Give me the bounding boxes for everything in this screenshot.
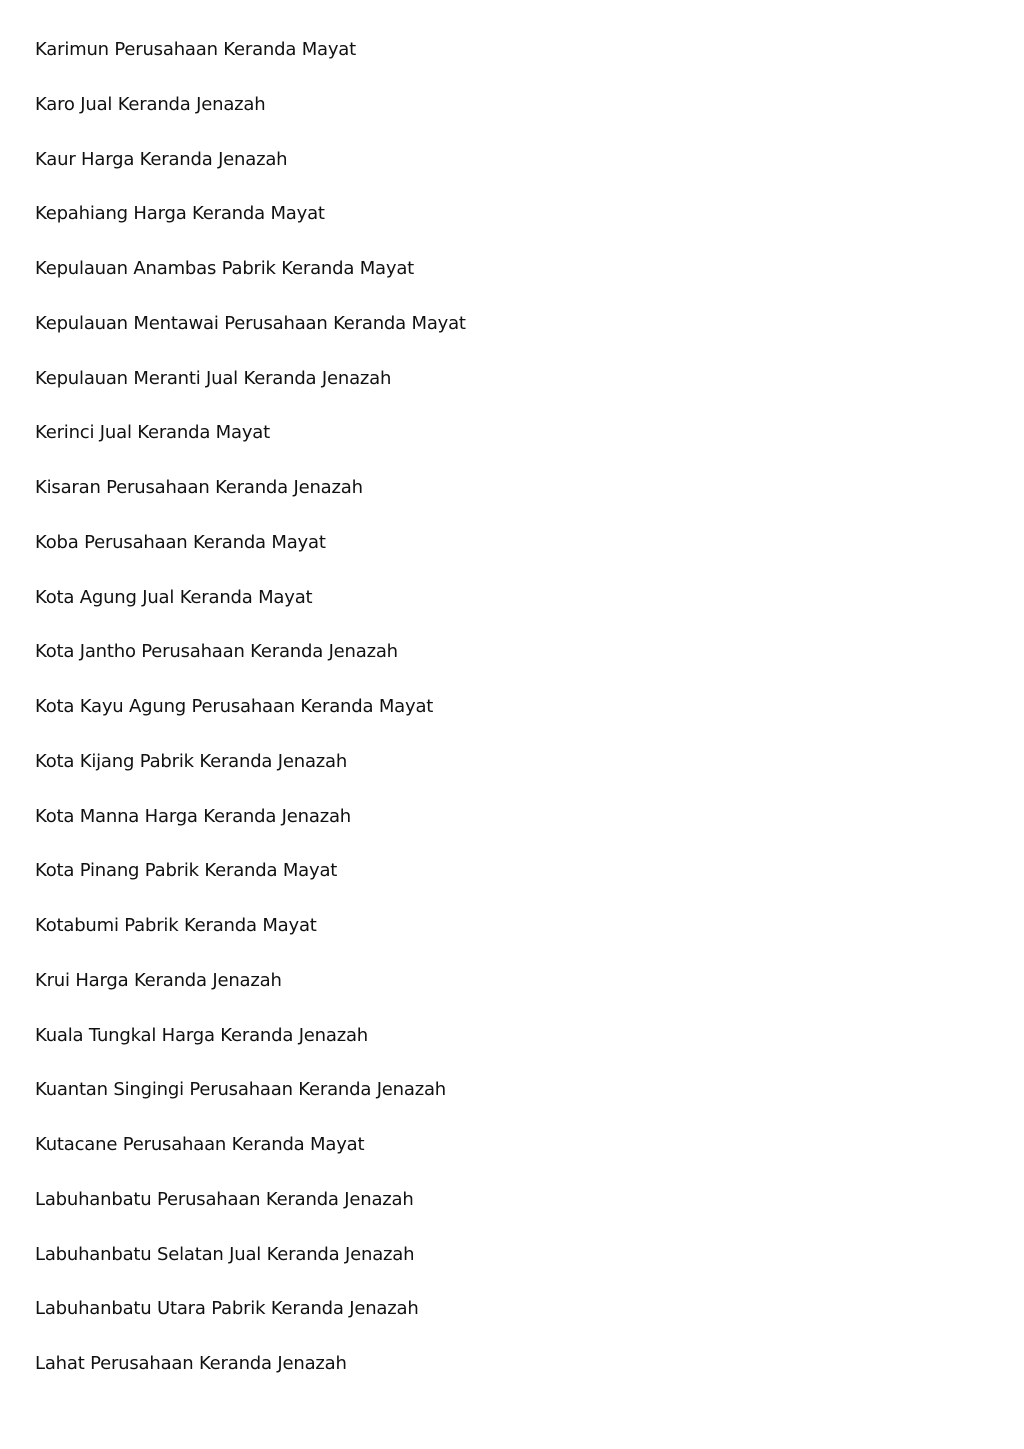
list-item: Kepahiang Harga Keranda Mayat	[35, 203, 325, 225]
list-item: Kepulauan Meranti Jual Keranda Jenazah	[35, 367, 392, 389]
list-item: Lahat Perusahaan Keranda Jenazah	[35, 1353, 347, 1374]
list-item: Kota Manna Harga Keranda Jenazah	[35, 805, 351, 827]
list-item: Kotabumi Pabrik Keranda Mayat	[35, 915, 317, 936]
list-item: Kuala Tungkal Harga Keranda Jenazah	[35, 1024, 368, 1046]
list-item: Kota Jantho Perusahaan Keranda Jenazah	[35, 641, 398, 663]
list-item: Kutacane Perusahaan Keranda Mayat	[35, 1134, 365, 1155]
list-item: Kuantan Singingi Perusahaan Keranda Jenazah	[35, 1079, 446, 1101]
list-item: Kota Kayu Agung Perusahaan Keranda Mayat	[35, 696, 434, 717]
list-item: Labuhanbatu Utara Pabrik Keranda Jenazah	[35, 1298, 419, 1320]
list-item: Kota Kijang Pabrik Keranda Jenazah	[35, 750, 348, 772]
list-item: Labuhanbatu Selatan Jual Keranda Jenazah	[35, 1243, 415, 1265]
list-item: Karo Jual Keranda Jenazah	[35, 93, 266, 115]
list-item: Krui Harga Keranda Jenazah	[35, 969, 282, 991]
list-item: Kepulauan Anambas Pabrik Keranda Mayat	[35, 258, 415, 279]
list-item: Kota Pinang Pabrik Keranda Mayat	[35, 860, 338, 882]
list-item: Kota Agung Jual Keranda Mayat	[35, 586, 313, 608]
list-item: Kerinci Jual Keranda Mayat	[35, 422, 270, 444]
list-item: Labuhanbatu Perusahaan Keranda Jenazah	[35, 1188, 414, 1210]
list-item: Kaur Harga Keranda Jenazah	[35, 148, 288, 170]
list-item: Kepulauan Mentawai Perusahaan Keranda Mayat	[35, 312, 466, 334]
list-item: Kisaran Perusahaan Keranda Jenazah	[35, 477, 363, 498]
list-item: Koba Perusahaan Keranda Mayat	[35, 531, 326, 553]
keyword-list	[35, 36, 466, 1405]
list-item: Karimun Perusahaan Keranda Mayat	[35, 39, 356, 60]
